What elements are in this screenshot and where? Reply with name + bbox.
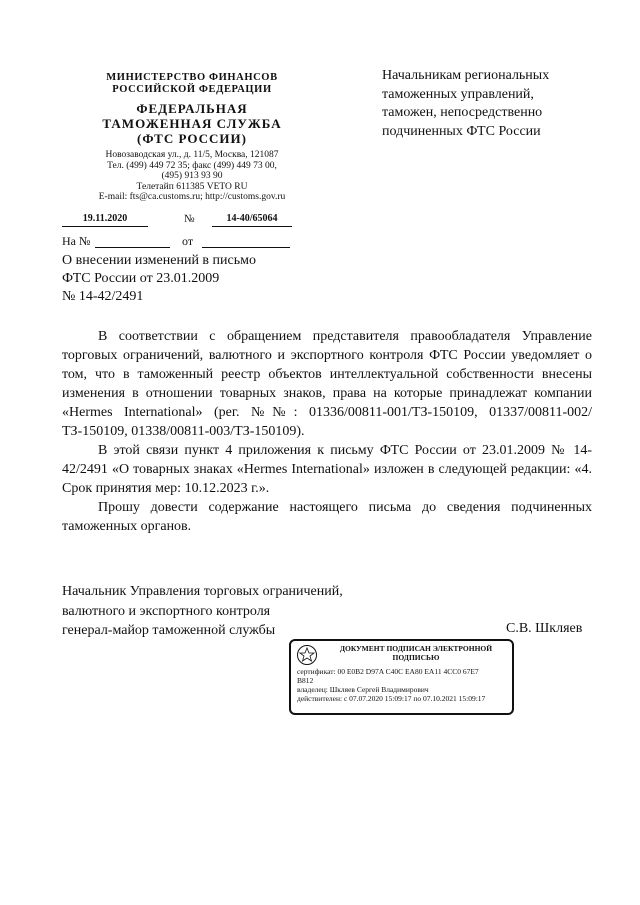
- ministry-line-2: РОССИЙСКОЙ ФЕДЕРАЦИИ: [112, 84, 272, 95]
- telex: Телетайп 611385 VETO RU: [136, 181, 248, 192]
- letter-body: [62, 327, 592, 536]
- stamp-title-line-2: ПОДПИСЬЮ: [392, 653, 440, 662]
- email: E-mail: fts@ca.customs.ru; http://customs.gov.ru: [98, 192, 286, 202]
- reference-number-label: На №: [62, 234, 91, 248]
- recipient-block: [382, 67, 602, 141]
- service-line-3: (ФТС РОССИИ): [137, 131, 247, 146]
- ministry-line-1: МИНИСТЕРСТВО ФИНАНСОВ: [106, 72, 278, 83]
- body-paragraph-1: В соответствии с обращением представителя правообладателя Управление торговых ограничений, валютного и экспортного контроля ФТС России уведомляет о том, что в таможенный реестр объектов интеллектуальной собственности внесены изменения в отношении товарных знаков, права на которые принадлежат компании «Hermes International» (рег. №№: 01336/00811-001/ТЗ-150109, 01337/00811-002/ТЗ-150109, 01338/00811-003/ТЗ-150109).: [62, 329, 592, 439]
- recipient-line-4: подчиненных ФТС России: [382, 123, 541, 139]
- phone-line-1: Тел. (499) 449 72 35; факс (499) 449 73 00,: [107, 160, 277, 171]
- number-sign: №: [184, 213, 195, 225]
- body-paragraph-2: В этой связи пункт 4 приложения к письму ФТС России от 23.01.2009 № 14-42/2491 «О товарных знаках «Hermes International» изложен в следующей редакции: «4. Срок принятия мер: 10.12.2023 г.».: [62, 443, 592, 496]
- body-paragraph-3: Прошу довести содержание настоящего письма до сведения подчиненных таможенных органов.: [62, 500, 592, 534]
- signatory-position: [62, 582, 362, 641]
- recipient-line-2: таможенных управлений,: [382, 86, 534, 102]
- stamp-owner: владелец: Шкляев Сергей Владимирович: [297, 685, 429, 694]
- service-line-1: ФЕДЕРАЛЬНАЯ: [136, 101, 248, 116]
- letter-number: 14-40/65064: [212, 213, 292, 227]
- reference-number-blank: [95, 247, 170, 248]
- address: Новозаводская ул., д. 11/5, Москва, 121087: [105, 150, 279, 160]
- reference-date-blank: [202, 247, 290, 248]
- letter-subject: [62, 252, 302, 306]
- stamp-certificate: сертификат: 00 E0B2 D97A C40C EA80 EA11 4CC0 67E7: [297, 667, 479, 676]
- position-line-2: валютного и экспортного контроля: [62, 603, 271, 619]
- service-name: [62, 101, 322, 146]
- position-line-1: Начальник Управления торговых ограничений,: [62, 584, 343, 599]
- recipient-line-1: Начальникам региональных: [382, 68, 550, 83]
- contact-block: [62, 150, 322, 203]
- recipient-line-3: таможен, непосредственно: [382, 105, 543, 120]
- stamp-title-line-1: ДОКУМЕНТ ПОДПИСАН ЭЛЕКТРОННОЙ: [339, 644, 493, 653]
- stamp-certificate-cont: B812: [297, 676, 314, 685]
- phone-line-2: (495) 913 93 90: [161, 171, 223, 181]
- stamp-details: [297, 667, 509, 703]
- emblem-icon: [296, 644, 318, 666]
- subject-line-3: № 14-42/2491: [62, 289, 144, 304]
- service-line-2: ТАМОЖЕННАЯ СЛУЖБА: [102, 116, 282, 131]
- electronic-signature-stamp: [289, 639, 514, 715]
- ministry-name: [62, 72, 322, 96]
- stamp-validity: действителен: с 07.07.2020 15:09:17 по 07.10.2021 15:09:17: [297, 694, 486, 703]
- position-line-3: генерал-майор таможенной службы: [62, 623, 276, 638]
- reference-date-label: от: [182, 234, 194, 248]
- subject-line-2: ФТС России от 23.01.2009: [62, 271, 220, 286]
- stamp-title: [323, 644, 509, 662]
- signatory-name: С.В. Шкляев: [506, 621, 583, 636]
- letter-date: 19.11.2020: [62, 213, 148, 227]
- subject-line-1: О внесении изменений в письмо: [62, 253, 256, 268]
